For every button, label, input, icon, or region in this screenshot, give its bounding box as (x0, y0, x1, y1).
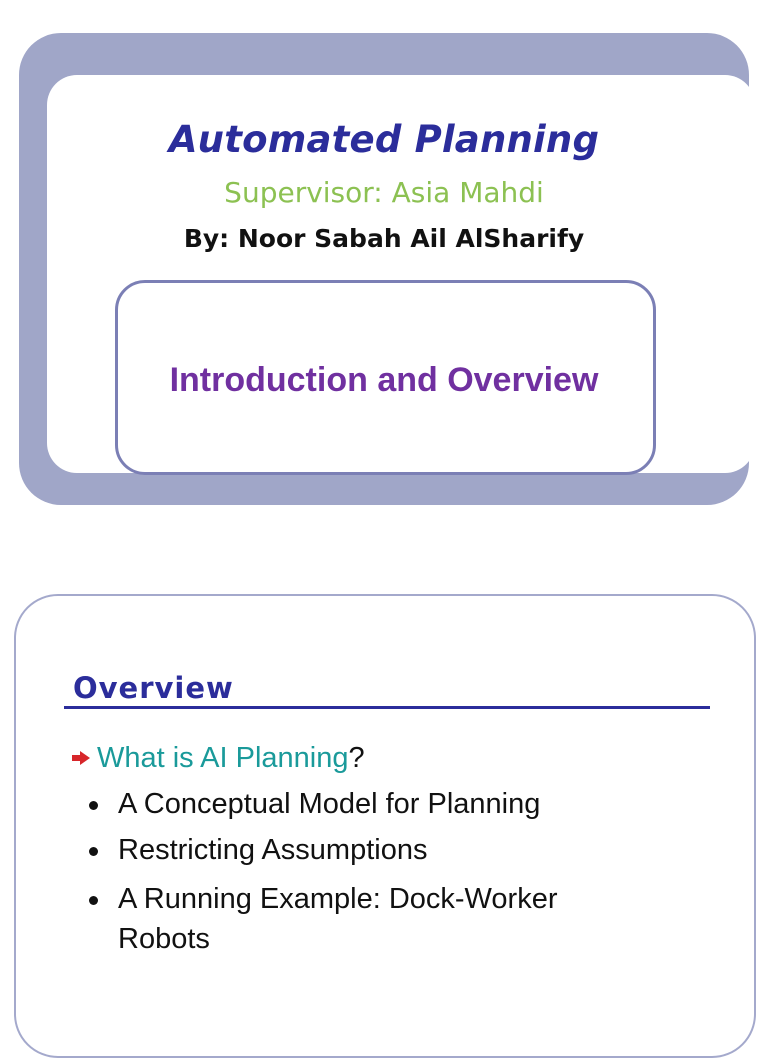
author-line: By: Noor Sabah Ail AlSharify (183, 224, 585, 253)
sub-bullet-text: A Running Example: Dock-Worker Robots (118, 883, 558, 955)
slide-subtitle: Introduction and Overview (169, 361, 599, 399)
heading-underline (64, 706, 710, 709)
sub-bullet-text: Restricting Assumptions (118, 834, 428, 866)
main-point-highlight: What is AI Planning (97, 742, 349, 774)
slide-title: Automated Planning (168, 118, 600, 161)
sub-bullet-item (89, 784, 638, 824)
disc-bullet-icon (89, 801, 98, 810)
overview-slide-frame (14, 594, 756, 1058)
disc-bullet-icon (89, 847, 98, 856)
sub-bullet-item (89, 830, 638, 870)
overview-heading: Overview (73, 671, 234, 705)
red-arrow-icon (72, 751, 90, 765)
sub-bullet-item (89, 879, 638, 959)
disc-bullet-icon (89, 896, 98, 905)
sub-bullet-text: A Conceptual Model for Planning (118, 788, 541, 820)
supervisor-line: Supervisor: Asia Mahdi (224, 176, 544, 209)
main-point-suffix: ? (348, 742, 365, 774)
main-bullet-point (72, 742, 365, 775)
